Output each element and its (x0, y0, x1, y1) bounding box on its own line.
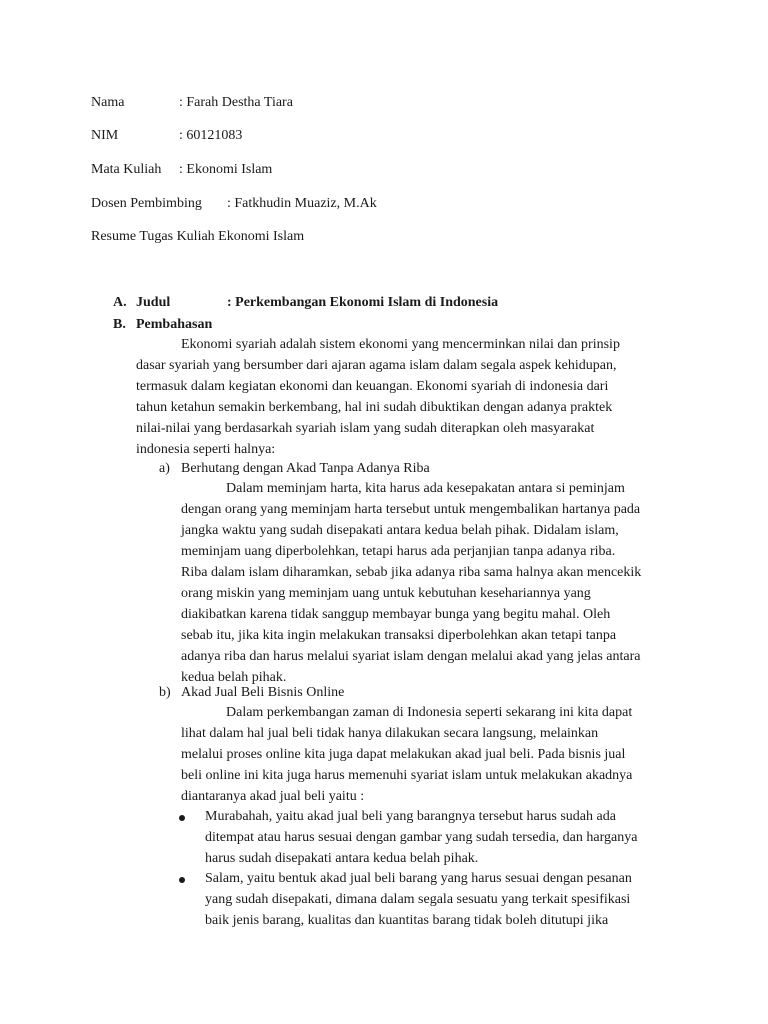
sub-a-marker: a) (159, 461, 170, 476)
dosen-value: : Fatkhudin Muaziz, M.Ak (227, 196, 377, 211)
matkul-label: Mata Kuliah (91, 162, 162, 177)
section-b-intro (136, 334, 620, 460)
sub-a-title: Berhutang dengan Akad Tanpa Adanya Riba (181, 461, 430, 476)
sub-a-line: kedua belah pihak. (181, 670, 287, 685)
dosen-label: Dosen Pembimbing (91, 196, 202, 211)
bullet-line: Murabahah, yaitu akad jual beli yang barangnya tersebut harus sudah ada (205, 809, 616, 824)
bullet-line: harus sudah disepakati antara kedua belah pihak. (205, 851, 479, 866)
matkul-value: : Ekonomi Islam (179, 162, 273, 177)
section-b-label: Pembahasan (136, 317, 213, 332)
sub-a-line: orang miskin yang meminjam uang untuk kebutuhan kesehariannya yang (181, 586, 591, 601)
sub-b-title: Akad Jual Beli Bisnis Online (181, 685, 345, 700)
sub-a-line: sebab itu, jika kita ingin melakukan transaksi diperbolehkan akan tetapi tanpa (181, 628, 617, 643)
bullet-line: yang sudah disepakati, dimana dalam segala sesuatu yang terkait spesifikasi (205, 892, 631, 907)
resume-line (91, 228, 304, 246)
sub-a-line: dengan orang yang meminjam harta tersebut untuk mengembalikan hartanya pada (181, 502, 641, 517)
sub-a-line: adanya riba dan harus melalui syariat islam dengan melalui akad yang jelas antara (181, 649, 641, 664)
sub-b-line: melalui proses online kita juga dapat melakukan akad jual beli. Pada bisnis jual (181, 747, 626, 762)
sub-a-line: diakibatkan karena tidak sanggup membayar bunga yang begitu mahal. Oleh (181, 607, 611, 622)
intro-line: tahun ketahun semakin berkembang, hal ini sudah dibuktikan dengan adanya praktek (136, 400, 613, 415)
sub-a-line: meminjam uang diperbolehkan, tetapi harus ada perjanjian tanpa adanya riba. (181, 544, 616, 559)
bullet-icon (179, 877, 185, 883)
sub-b-line: beli online ini kita juga harus memenuhi syariat islam untuk melakukan akadnya (181, 768, 633, 783)
sub-a-line: Dalam meminjam harta, kita harus ada kesepakatan antara si peminjam (226, 481, 625, 496)
sub-a-line: Riba dalam islam diharamkan, sebab jika adanya riba sama halnya akan mencekik (181, 565, 642, 580)
bullet-line: baik jenis barang, kualitas dan kuantitas barang tidak boleh ditutupi jika (205, 913, 609, 928)
bullet-item (205, 868, 632, 931)
nim-label: NIM (91, 128, 119, 143)
intro-line: dasar syariah yang bersumber dari ajaran agama islam dalam segala aspek kehidupan, (136, 358, 617, 373)
sub-b-marker: b) (159, 685, 171, 700)
bullet-icon (179, 815, 185, 821)
sub-b-line: Dalam perkembangan zaman di Indonesia seperti sekarang ini kita dapat (226, 705, 633, 720)
intro-line: indonesia seperti halnya: (136, 442, 276, 457)
section-b-marker: B. (113, 317, 126, 332)
sub-b-line: diantaranya akad jual beli yaitu : (181, 789, 365, 804)
intro-line: nilai-nilai yang berdasarkah syariah islam yang sudah diterapkan oleh masyarakat (136, 421, 595, 436)
section-a-label: Judul (136, 295, 171, 310)
intro-line: Ekonomi syariah adalah sistem ekonomi yang mencerminkan nilai dan prinsip (181, 337, 620, 352)
bullet-line: ditempat atau harus sesuai dengan gambar yang sudah tersedia, dan harganya (205, 830, 638, 845)
section-a-value: : Perkembangan Ekonomi Islam di Indonesia (227, 295, 499, 310)
nim-value: : 60121083 (179, 128, 243, 143)
nama-value: : Farah Destha Tiara (179, 95, 293, 110)
sub-b-body (181, 702, 632, 807)
section-a-marker: A. (113, 295, 127, 310)
resume-title: Resume Tugas Kuliah Ekonomi Islam (91, 229, 305, 244)
sub-b-line: lihat dalam hal jual beli tidak hanya dilakukan secara langsung, melainkan (181, 726, 599, 741)
intro-line: termasuk dalam kegiatan ekonomi dan keuangan. Ekonomi syariah di indonesia dari (136, 379, 609, 394)
bullet-line: Salam, yaitu bentuk akad jual beli barang yang harus sesuai dengan pesanan (205, 871, 632, 886)
bullet-item (205, 806, 637, 869)
sub-a-body (181, 478, 641, 688)
nama-label: Nama (91, 95, 125, 110)
sub-a-line: jangka waktu yang sudah disepakati antara kedua belah pihak. Didalam islam, (181, 523, 619, 538)
